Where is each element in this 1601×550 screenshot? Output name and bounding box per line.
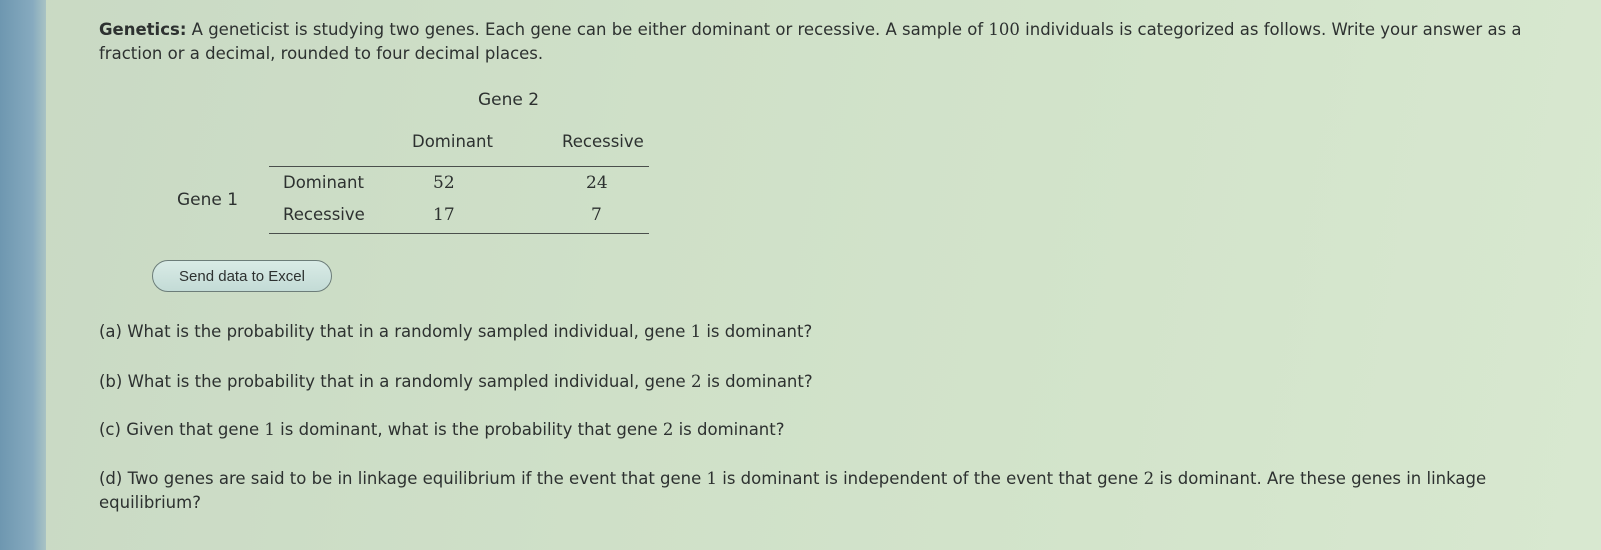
col-header-recessive: Recessive (562, 132, 644, 151)
question-c-text-1: (c) Given that gene (99, 420, 265, 439)
question-a-gene-number: 1 (690, 322, 702, 341)
cell-dominant-dominant: 52 (433, 173, 455, 193)
question-a (99, 320, 1539, 344)
send-data-to-excel-button[interactable]: Send data to Excel (152, 260, 332, 292)
cell-recessive-dominant: 17 (433, 205, 455, 225)
table-bottom-rule (269, 233, 649, 234)
question-a-suffix: is dominant? (701, 322, 813, 341)
question-c-gene-1: 1 (264, 420, 275, 439)
cell-dominant-recessive: 24 (586, 173, 608, 193)
question-b-text: (b) What is the probability that in a randomly sampled individual, gene (99, 372, 691, 391)
question-a-text: (a) What is the probability that in a randomly sampled individual, gene (99, 322, 691, 341)
problem-intro (99, 18, 1539, 66)
table-top-rule (269, 166, 649, 167)
question-b-gene-number: 2 (690, 372, 702, 391)
cell-recessive-recessive: 7 (591, 205, 602, 225)
question-b-suffix: is dominant? (701, 372, 813, 391)
question-d-text-3: is dominant. Are these genes in linkage equilibrium? (99, 469, 1487, 512)
intro-text-2: individuals is categorized as follows. Write your answer as a fraction or a decimal, rounded to four decimal places. (99, 20, 1522, 63)
question-b (99, 370, 1539, 394)
left-edge-strip (0, 0, 46, 550)
col-header-dominant: Dominant (412, 132, 493, 151)
question-c-text-2: is dominant, what is the probability that gene (274, 420, 663, 439)
question-d-text-2: is dominant is independent of the event that gene (717, 469, 1144, 488)
question-c-gene-2: 2 (662, 420, 674, 439)
question-c-text-3: is dominant? (673, 420, 785, 439)
question-d (99, 467, 1539, 515)
question-c (99, 418, 1539, 442)
question-d-text-1: (d) Two genes are said to be in linkage equilibrium if the event that gene (99, 469, 707, 488)
row-header-dominant: Dominant (283, 173, 364, 192)
intro-bold-label: Genetics: (99, 20, 187, 39)
question-d-gene-2: 2 (1143, 469, 1155, 488)
intro-paragraph (99, 18, 1539, 66)
question-d-gene-1: 1 (706, 469, 718, 488)
col-group-label: Gene 2 (478, 90, 540, 110)
intro-text-1: A geneticist is studying two genes. Each gene can be either dominant or recessive. A sample of (186, 20, 989, 39)
row-header-recessive: Recessive (283, 205, 365, 224)
intro-count: 100 (988, 20, 1020, 39)
row-group-label: Gene 1 (177, 190, 239, 210)
